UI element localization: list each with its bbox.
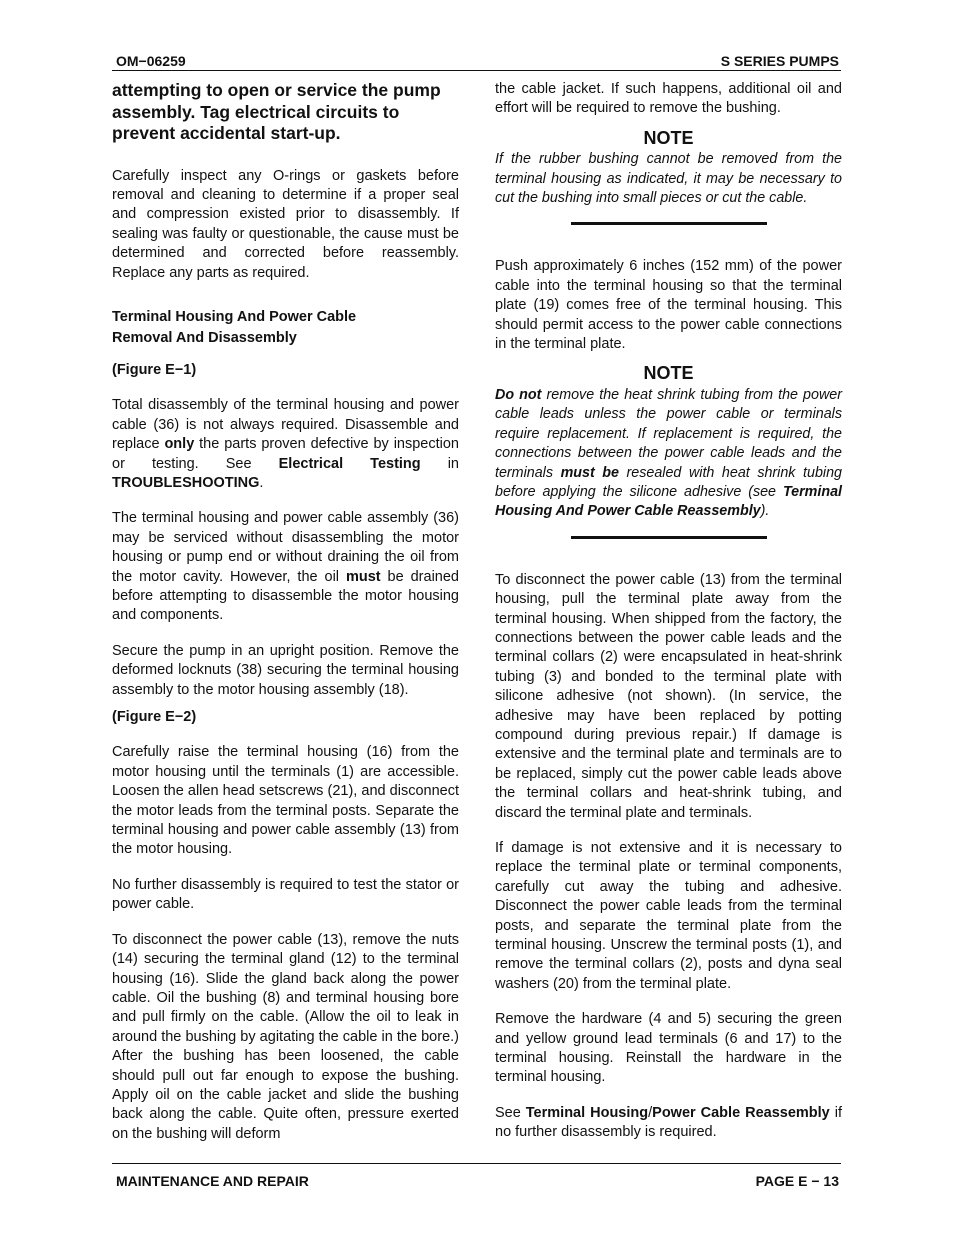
section-heading [112, 307, 459, 349]
paragraph-hardware: Remove the hardware (4 and 5) securing the green and yellow ground lead terminals (6 and 17) to the terminal housing. Reinstall the hardware in the terminal housing. [495, 1011, 842, 1086]
paragraph-damage: If damage is not extensive and it is necessary to replace the terminal plate or terminal components, carefully cut away the tubing and adhesive. Disconnect the power cable leads from the terminal posts, and separate the terminal plate from the terminal housing. Unscrew the terminal posts (1), and remove the terminal collars (2), posts and dyna seal washers (20) from the terminal plate. [495, 840, 842, 992]
note-title-2: NOTE [643, 363, 694, 384]
page-footer [112, 1163, 841, 1194]
paragraph-assembly-service: The terminal housing and power cable assembly (36) may be serviced without disassembling the motor housing or pump end or without draining the oil from the motor cavity. However, the oil must be drained before attempting to disassemble the motor housing and components. [112, 510, 459, 624]
paragraph-secure-pump: Secure the pump in an upright position. Remove the deformed locknuts (38) securing the terminal housing assembly to the motor housing assembly (18). [112, 642, 459, 698]
note-divider-1 [571, 222, 767, 225]
paragraph-raise-housing: Carefully raise the terminal housing (16) from the motor housing until the terminals (1) are accessible. Loosen the allen head setscrews (21), and disconnect the motor leads from the terminal posts. Separate the terminal housing and power cable assembly (13) from the motor housing. [112, 744, 459, 858]
page-number: PAGE E − 13 [755, 1173, 839, 1189]
paragraph-continued: the cable jacket. If such happens, additional oil and effort will be required to remove the bushing. [495, 81, 842, 117]
note-divider-2 [571, 536, 767, 539]
figure-reference-2: (Figure E−2) [112, 709, 197, 726]
section-heading-line-1: Terminal Housing And Power Cable [112, 308, 357, 325]
paragraph-disconnect-terminal: To disconnect the power cable (13) from the terminal housing, pull the terminal plate away from the terminal housing. When shipped from the factory, the connections between the power cable leads and the terminal collars (2) were encapsulated in heat-shrink tubing (3) and bonded to the terminal plate with silicone adhesive (not shown). (In service, the adhesive may have been replaced by potting compound during previous repair.) If damage is extensive and the terminal plate and terminals are to be replaced, simply cut the power cable leads above the terminal collars and heat-shrink tubing, and discard the terminal plate and terminals. [495, 571, 842, 821]
note-title-1: NOTE [643, 127, 694, 148]
section-heading-line-2: Removal And Disassembly [112, 329, 297, 346]
series-title: S SERIES PUMPS [720, 53, 839, 69]
document-number: OM−06259 [116, 53, 186, 69]
right-column [495, 80, 842, 1159]
paragraph-push-cable: Push approximately 6 inches (152 mm) of the power cable into the terminal housing so that the terminal plate (19) comes free of the terminal housing. This should permit access to the power cable connections in the terminal plate. [495, 258, 842, 353]
note-body-1: If the rubber bushing cannot be removed from the terminal housing as indicated, it may be necessary to cut the bushing into small pieces or cut the cable. [495, 151, 842, 207]
paragraph-inspect: Carefully inspect any O-rings or gaskets before removal and cleaning to determine if a proper seal and compression existed prior to disassembly. If sealing was faulty or questionable, the cause must be determined and corrected before reassembly. Replace any parts as required. [112, 167, 459, 281]
page-header [112, 52, 841, 71]
paragraph-total-disassembly: Total disassembly of the terminal housing and power cable (36) is not always required. Disassemble and replace only the parts proven defective by inspection or testing. See Electrical Testing in TROUBLESHOOTING. [112, 397, 459, 491]
section-name: MAINTENANCE AND REPAIR [116, 1173, 309, 1189]
warning-text: attempting to open or service the pump assembly. Tag electrical circuits to prevent accidental start-up. [112, 80, 441, 143]
figure-reference-1: (Figure E−1) [112, 361, 197, 378]
left-column [112, 80, 459, 1160]
paragraph-disconnect-cable: To disconnect the power cable (13), remove the nuts (14) securing the terminal gland (12) to the terminal housing (16). Slide the gland back along the power cable. Oil the bushing (8) and terminal housing bore and pull firmly on the cable. (Allow the oil to leak in around the bushing by agitating the cable in the bore.) After the bushing has been loosened, the cable should pull out far enough to expose the bushing. Apply oil on the cable jacket and slide the bushing back along the cable. Quite often, pressure exerted on the bushing will deform [112, 931, 459, 1142]
paragraph-see-reassembly: See Terminal Housing/Power Cable Reassembly if no further disassembly is required. [495, 1104, 842, 1141]
paragraph-no-further: No further disassembly is required to test the stator or power cable. [112, 876, 459, 913]
note-body-2: Do not remove the heat shrink tubing from the power cable leads unless the power cable or terminals require replacement. If replacement is required, the connections between the power cable leads and the terminals must be resealed with heat shrink tubing before applying the silicone adhesive (see Terminal Housing And Power Cable Reassembly). [495, 386, 842, 520]
